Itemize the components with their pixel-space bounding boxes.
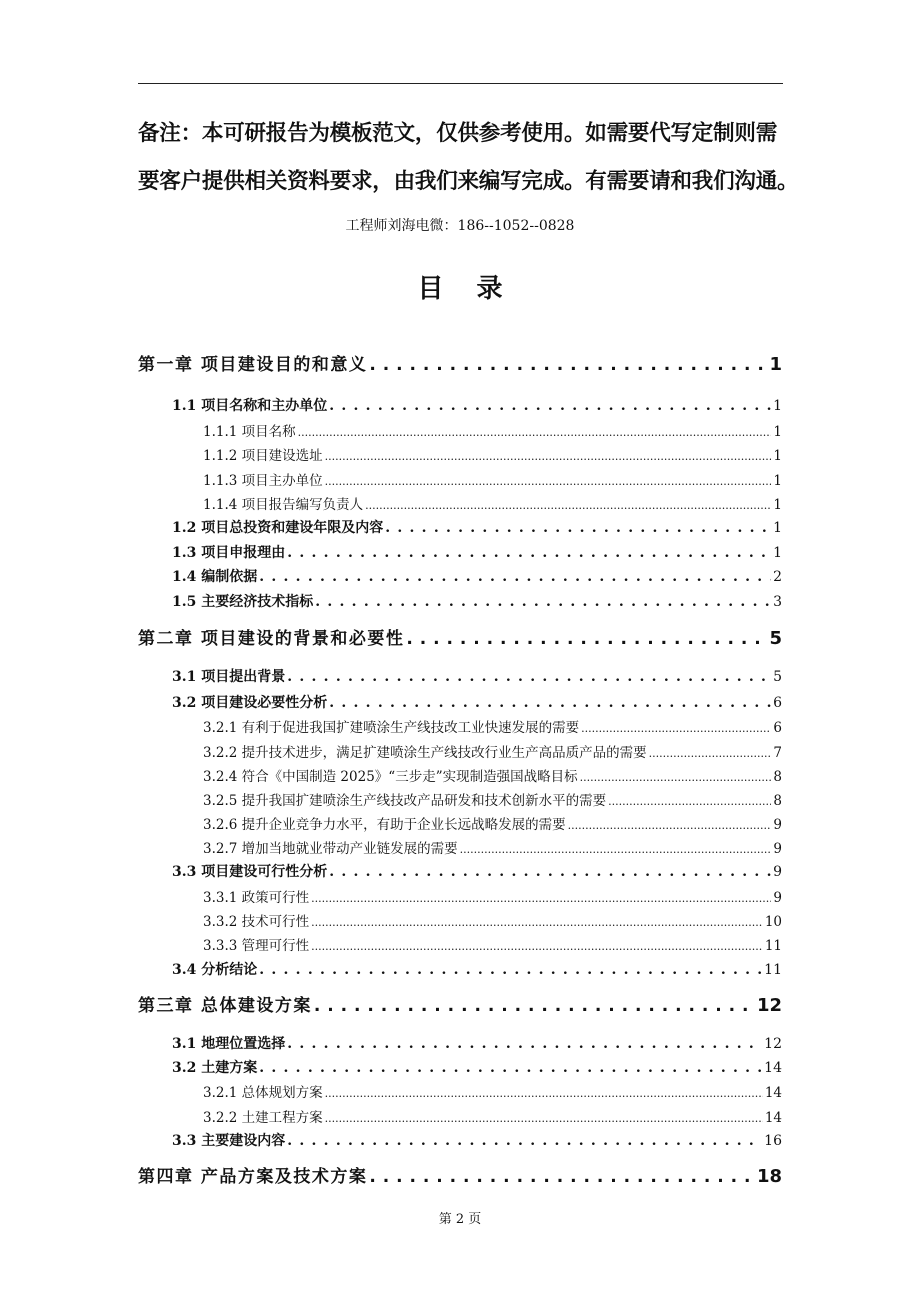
toc-entry-title: 3.2.1 总体规划方案 [203,1085,323,1101]
toc-entry-title: 3.2.2 提升技术进步，满足扩建喷涂生产线技改行业生产高品质产品的需要 [203,745,647,761]
toc-entry[interactable] [172,1057,782,1077]
toc-entry[interactable] [203,765,782,785]
toc-entry-title: 1.3 项目申报理由 [172,545,286,561]
toc-entry-page: 5 [769,628,782,649]
toc-leader-dots [369,1167,755,1187]
toc-leader-dots [369,355,767,375]
toc-entry[interactable] [172,542,782,562]
contact-line: 工程师刘海电微：186--1052--0828 [345,218,575,234]
toc-entry-title: 1.1.4 项目报告编写负责人 [203,497,364,513]
toc-leader-dots [325,448,772,464]
toc-entry-title: 3.2.7 增加当地就业带动产业链发展的需要 [203,841,458,857]
toc-leader-dots [385,520,771,536]
toc-entry[interactable] [172,959,782,979]
toc-entry-title: 3.2.6 提升企业竞争力水平，有助于企业长远战略发展的需要 [203,817,566,833]
toc-entry-title: 3.2.5 提升我国扩建喷涂生产线技改产品研发和技术创新水平的需要 [203,793,607,809]
toc-entry-page: 11 [764,962,782,978]
toc-entry[interactable] [203,886,782,906]
toc-entry-page: 1 [773,520,782,536]
toc-entry-page: 8 [773,769,782,785]
toc-entry-page: 1 [773,398,782,414]
toc-entry[interactable] [172,1033,782,1053]
toc-entry-page: 1 [773,448,782,464]
toc-entry[interactable] [138,1162,782,1187]
toc-entry-page: 9 [773,817,782,833]
toc-entry-page: 2 [773,569,782,585]
toc-entry[interactable] [203,837,782,857]
toc-leader-dots [315,594,771,610]
toc-entry-title: 3.1 地理位置选择 [172,1036,286,1052]
toc-entry-page: 6 [773,720,782,736]
toc-leader-dots [259,569,771,585]
toc-entry-page: 11 [764,938,782,954]
toc-entry[interactable] [172,1130,782,1150]
toc-entry[interactable] [203,1106,782,1126]
toc-entry[interactable] [172,861,782,881]
toc-entry-page: 12 [764,1036,782,1052]
toc-entry[interactable] [203,910,782,930]
toc-entry-page: 9 [773,890,782,906]
notice-block [138,110,799,206]
toc-entry-title: 3.2 土建方案 [172,1060,258,1076]
toc-entry[interactable] [203,444,782,464]
toc-entry[interactable] [172,395,782,415]
toc-leader-dots [329,864,771,880]
toc-leader-dots [314,996,755,1016]
toc-entry[interactable] [138,350,782,375]
toc-entry-title: 1.1.3 项目主办单位 [203,473,323,489]
toc-leader-dots [608,793,771,809]
toc-entry-title: 3.2.2 土建工程方案 [203,1110,323,1126]
toc-entry-title: 1.1 项目名称和主办单位 [172,398,328,414]
toc-entry-title: 3.3.3 管理可行性 [203,938,310,954]
toc-entry-title: 1.1.1 项目名称 [203,424,296,440]
toc-entry-page: 14 [764,1060,782,1076]
toc-entry[interactable] [172,566,782,586]
toc-entry-title: 3.2.4 符合《中国制造 2025》“三步走”实现制造强国战略目标 [203,769,578,785]
toc-entry-page: 5 [773,669,782,685]
toc-leader-dots [259,1060,762,1076]
toc-entry-page: 16 [764,1133,782,1149]
toc-entry-title: 1.5 主要经济技术指标 [172,594,314,610]
toc-entry-page: 9 [773,864,782,880]
toc-entry-page: 6 [773,695,782,711]
toc-leader-dots [325,1110,763,1126]
toc-entry-title: 3.3.1 政策可行性 [203,890,310,906]
toc-entry[interactable] [203,493,782,513]
toc-entry[interactable] [203,741,782,761]
toc-entry-title: 3.4 分析结论 [172,962,258,978]
toc-entry-title: 1.1.2 项目建设选址 [203,448,323,464]
toc-entry[interactable] [203,420,782,440]
toc-leader-dots [287,1133,762,1149]
toc-entry[interactable] [203,716,782,736]
toc-entry[interactable] [172,692,782,712]
toc-entry-page: 1 [773,545,782,561]
toc-entry-title: 第四章 产品方案及技术方案 [138,1167,368,1187]
toc-entry-page: 7 [773,745,782,761]
toc-leader-dots [329,695,771,711]
toc-leader-dots [580,769,772,785]
toc-entry[interactable] [172,666,782,686]
toc-entry-page: 9 [773,841,782,857]
toc-leader-dots [311,914,763,930]
toc-entry-title: 3.3 主要建设内容 [172,1133,286,1149]
toc-entry[interactable] [172,591,782,611]
toc-entry-page: 3 [773,594,782,610]
notice-line-1: 备注：本可研报告为模板范文，仅供参考使用。如需要代写定制则需 [138,121,778,146]
toc-leader-dots [287,669,771,685]
toc-leader-dots [568,817,772,833]
toc-leader-dots [325,1085,763,1101]
toc-entry-page: 1 [773,424,782,440]
page-footer: 第 2 页 [438,1212,482,1227]
toc-entry-page: 10 [764,914,782,930]
toc-entry-title: 3.2 项目建设必要性分析 [172,695,328,711]
toc-leader-dots [311,938,763,954]
toc-entry-page: 8 [773,793,782,809]
toc-entry[interactable] [203,934,782,954]
toc-leader-dots [581,720,771,736]
toc-entry-title: 第二章 项目建设的背景和必要性 [138,629,405,649]
toc-entry-page: 1 [773,497,782,513]
toc-entry-title: 3.3 项目建设可行性分析 [172,864,328,880]
toc-leader-dots [325,473,772,489]
toc-entry-title: 1.2 项目总投资和建设年限及内容 [172,520,384,536]
toc-leader-dots [329,398,771,414]
toc-entry-title: 3.2.1 有利于促进我国扩建喷涂生产线技改工业快速发展的需要 [203,720,580,736]
toc-entry[interactable] [203,813,782,833]
toc-leader-dots [259,962,762,978]
toc-leader-dots [460,841,772,857]
toc-entry-page: 14 [764,1110,782,1126]
toc-title: 目 录 [417,274,515,304]
toc-entry[interactable] [203,469,782,489]
toc-entry[interactable] [172,517,782,537]
toc-leader-dots [287,545,771,561]
toc-leader-dots [365,497,771,513]
toc-leader-dots [287,1036,762,1052]
notice-line-2: 要客户提供相关资料要求，由我们来编写完成。有需要请和我们沟通。 [138,169,799,194]
toc-entry-page: 12 [756,995,782,1016]
toc-entry[interactable] [138,991,782,1016]
toc-entry[interactable] [203,1081,782,1101]
toc-entry-title: 第一章 项目建设目的和意义 [138,355,368,375]
toc-entry-title: 1.4 编制依据 [172,569,258,585]
header-rule [138,83,783,84]
toc-leader-dots [649,745,772,761]
toc-entry-title: 第三章 总体建设方案 [138,996,312,1016]
toc-leader-dots [406,629,767,649]
toc-entry[interactable] [203,789,782,809]
toc-entry-page: 18 [756,1166,782,1187]
toc-entry-page: 1 [769,354,782,375]
toc-entry-page: 14 [764,1085,782,1101]
toc-leader-dots [298,424,772,440]
toc-entry[interactable] [138,624,782,649]
toc-entry-title: 3.3.2 技术可行性 [203,914,310,930]
toc-entry-title: 3.1 项目提出背景 [172,669,286,685]
toc-leader-dots [311,890,771,906]
toc-entry-page: 1 [773,473,782,489]
